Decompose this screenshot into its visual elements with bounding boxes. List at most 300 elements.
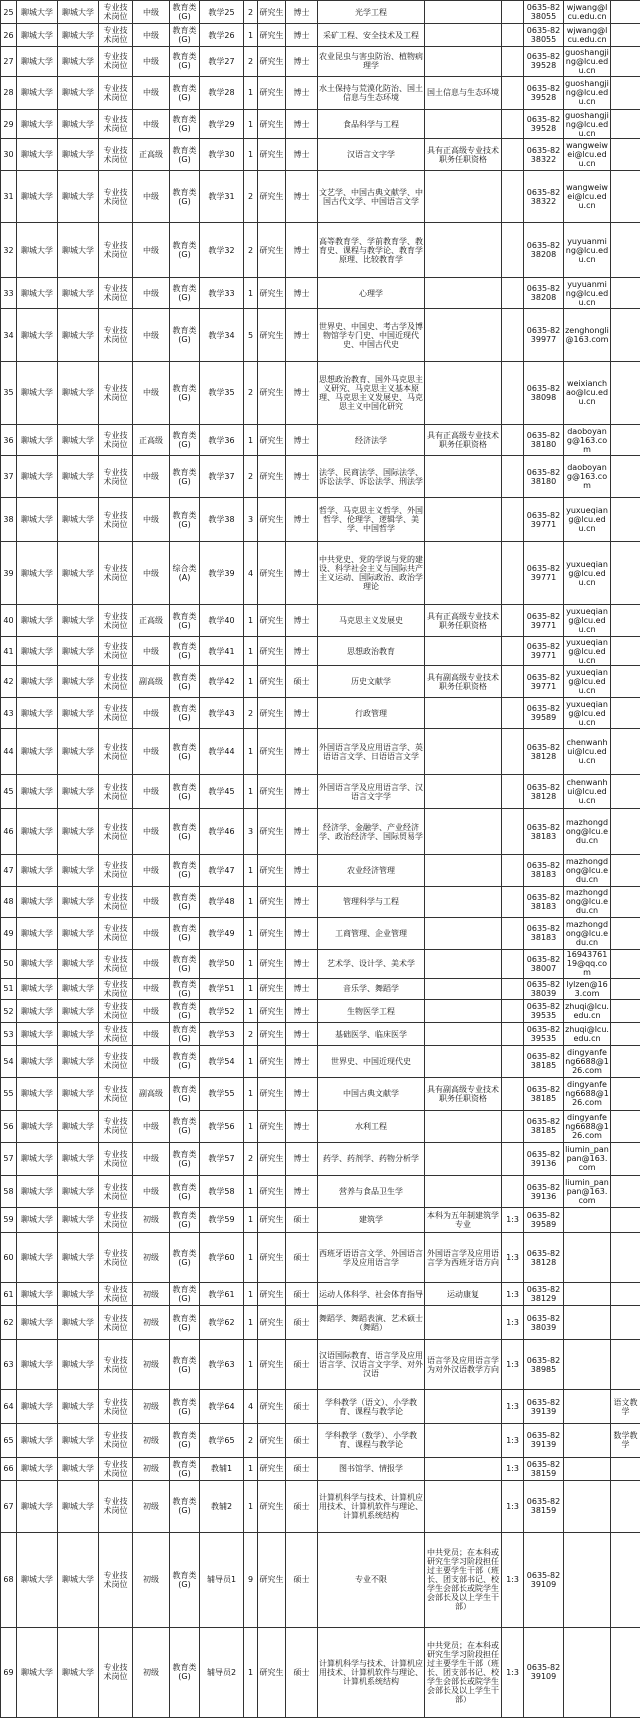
contact-phone: 0635-8238985 — [524, 1339, 564, 1389]
position-level: 中级 — [133, 1176, 170, 1207]
major-requirement: 马克思主义发展史 — [318, 605, 425, 636]
remark — [611, 605, 640, 636]
other-requirement: 外国语言学及应用语言学为西班牙语方向 — [425, 1232, 502, 1282]
degree: 硕士 — [286, 1306, 318, 1340]
major-requirement: 农业昆虫与害虫防治、植物病理学 — [318, 47, 425, 76]
row-number: 50 — [1, 949, 17, 978]
table-row — [1, 24, 640, 47]
contact-phone: 0635-8238128 — [524, 729, 564, 775]
education: 研究生 — [258, 1390, 286, 1424]
unit-name: 聊城大学 — [17, 1023, 58, 1046]
department-name: 聊城大学 — [58, 1480, 99, 1532]
remark — [611, 1207, 640, 1232]
exam-ratio: 1:3 — [502, 1207, 524, 1232]
major-requirement: 思想政治教育 — [318, 636, 425, 665]
position-level: 中级 — [133, 361, 170, 424]
exam-ratio — [502, 1176, 524, 1207]
position-type: 专业技术岗位 — [99, 1077, 133, 1111]
department-name: 聊城大学 — [58, 24, 99, 47]
post-name: 教学26 — [200, 24, 244, 47]
contact-email: chenwanhui@lcu.edu.cn — [564, 729, 611, 775]
education: 研究生 — [258, 1, 286, 24]
position-level: 中级 — [133, 309, 170, 361]
unit-name: 聊城大学 — [17, 1, 58, 24]
exam-ratio — [502, 278, 524, 309]
position-level: 中级 — [133, 809, 170, 855]
post-name: 辅导员2 — [200, 1627, 244, 1718]
position-category: 教育类(G) — [170, 24, 200, 47]
position-type: 专业技术岗位 — [99, 1533, 133, 1627]
department-name: 聊城大学 — [58, 636, 99, 665]
major-requirement: 管理科学与工程 — [318, 886, 425, 917]
other-requirement — [425, 542, 502, 605]
major-requirement: 中国古典文献学 — [318, 1077, 425, 1111]
hire-count: 1 — [244, 1339, 258, 1389]
other-requirement: 国土信息与生态环境 — [425, 76, 502, 110]
education: 研究生 — [258, 729, 286, 775]
position-type: 专业技术岗位 — [99, 1046, 133, 1077]
department-name: 聊城大学 — [58, 223, 99, 278]
major-requirement: 舞蹈学、舞蹈表演、艺术硕士（舞蹈） — [318, 1306, 425, 1340]
other-requirement — [425, 1390, 502, 1424]
table-row — [1, 949, 640, 978]
position-category: 教育类(G) — [170, 1457, 200, 1480]
contact-phone: 0635-8239771 — [524, 542, 564, 605]
row-number: 63 — [1, 1339, 17, 1389]
degree: 硕士 — [286, 1390, 318, 1424]
hire-count: 1 — [244, 1046, 258, 1077]
unit-name: 聊城大学 — [17, 1283, 58, 1306]
contact-phone: 0635-8238159 — [524, 1480, 564, 1532]
contact-phone: 0635-8238098 — [524, 361, 564, 424]
exam-ratio — [502, 979, 524, 1000]
degree: 博士 — [286, 24, 318, 47]
other-requirement — [425, 110, 502, 139]
position-category: 教育类(G) — [170, 1390, 200, 1424]
unit-name: 聊城大学 — [17, 697, 58, 728]
hire-count: 1 — [244, 110, 258, 139]
position-level: 中级 — [133, 223, 170, 278]
contact-email: mazhongdong@lcu.edu.cn — [564, 855, 611, 886]
exam-ratio: 1:3 — [502, 1306, 524, 1340]
position-level: 中级 — [133, 886, 170, 917]
hire-count: 1 — [244, 918, 258, 949]
position-type: 专业技术岗位 — [99, 47, 133, 76]
other-requirement: 中共党员；在本科或研究生学习阶段担任过主要学生干部（班长、团支部书记、校学生会部长或院学生会部长及以上学生干部） — [425, 1627, 502, 1718]
unit-name: 聊城大学 — [17, 1339, 58, 1389]
education: 研究生 — [258, 1423, 286, 1457]
table-row — [1, 1339, 640, 1389]
position-category: 教育类(G) — [170, 1283, 200, 1306]
unit-name: 聊城大学 — [17, 1306, 58, 1340]
exam-ratio — [502, 309, 524, 361]
unit-name: 聊城大学 — [17, 1046, 58, 1077]
position-level: 中级 — [133, 542, 170, 605]
other-requirement — [425, 729, 502, 775]
position-type: 专业技术岗位 — [99, 666, 133, 697]
row-number: 62 — [1, 1306, 17, 1340]
hire-count: 1 — [244, 1176, 258, 1207]
education: 研究生 — [258, 1232, 286, 1282]
major-requirement: 思想政治教育、国外马克思主义研究、马克思主义基本原理、马克思主义发展史、马克思主义中国化研究 — [318, 361, 425, 424]
major-requirement: 高等教育学、学前教育学、教育史、课程与教学论、教育学原理、比较教育学 — [318, 223, 425, 278]
position-type: 专业技术岗位 — [99, 1480, 133, 1532]
other-requirement: 运动康复 — [425, 1283, 502, 1306]
other-requirement — [425, 1142, 502, 1176]
contact-phone: 0635-8239535 — [524, 999, 564, 1022]
degree: 硕士 — [286, 1423, 318, 1457]
contact-phone: 0635-8239771 — [524, 666, 564, 697]
position-type: 专业技术岗位 — [99, 223, 133, 278]
remark — [611, 999, 640, 1022]
department-name: 聊城大学 — [58, 1457, 99, 1480]
department-name: 聊城大学 — [58, 1046, 99, 1077]
contact-phone: 0635-8238039 — [524, 1306, 564, 1340]
post-name: 教学56 — [200, 1111, 244, 1142]
position-type: 专业技术岗位 — [99, 170, 133, 222]
contact-phone: 0635-8239589 — [524, 1207, 564, 1232]
other-requirement — [425, 1306, 502, 1340]
position-type: 专业技术岗位 — [99, 1142, 133, 1176]
other-requirement — [425, 1023, 502, 1046]
other-requirement — [425, 1457, 502, 1480]
row-number: 54 — [1, 1046, 17, 1077]
post-name: 教学63 — [200, 1339, 244, 1389]
position-category: 综合类(A) — [170, 542, 200, 605]
department-name: 聊城大学 — [58, 1627, 99, 1718]
exam-ratio — [502, 1142, 524, 1176]
department-name: 聊城大学 — [58, 1023, 99, 1046]
position-level: 初级 — [133, 1283, 170, 1306]
hire-count: 2 — [244, 1023, 258, 1046]
other-requirement — [425, 979, 502, 1000]
contact-phone: 0635-8239771 — [524, 605, 564, 636]
major-requirement: 音乐学、舞蹈学 — [318, 979, 425, 1000]
degree: 博士 — [286, 979, 318, 1000]
education: 研究生 — [258, 1176, 286, 1207]
education: 研究生 — [258, 542, 286, 605]
position-level: 中级 — [133, 979, 170, 1000]
table-row — [1, 918, 640, 949]
position-type: 专业技术岗位 — [99, 361, 133, 424]
hire-count: 2 — [244, 47, 258, 76]
position-level: 正高级 — [133, 139, 170, 170]
exam-ratio — [502, 1111, 524, 1142]
contact-email: lylzen@163.com — [564, 979, 611, 1000]
unit-name: 聊城大学 — [17, 139, 58, 170]
hire-count: 1 — [244, 949, 258, 978]
position-type: 专业技术岗位 — [99, 1283, 133, 1306]
table-row — [1, 775, 640, 809]
position-type: 专业技术岗位 — [99, 775, 133, 809]
other-requirement: 具有副高级专业技术职务任职资格 — [425, 1077, 502, 1111]
table-row — [1, 605, 640, 636]
position-type: 专业技术岗位 — [99, 809, 133, 855]
unit-name: 聊城大学 — [17, 1423, 58, 1457]
remark — [611, 424, 640, 455]
education: 研究生 — [258, 886, 286, 917]
unit-name: 聊城大学 — [17, 542, 58, 605]
major-requirement: 建筑学 — [318, 1207, 425, 1232]
hire-count: 1 — [244, 1480, 258, 1532]
contact-email: dingyanfeng6688@126.com — [564, 1077, 611, 1111]
position-level: 中级 — [133, 24, 170, 47]
remark — [611, 855, 640, 886]
position-category: 教育类(G) — [170, 1207, 200, 1232]
remark — [611, 542, 640, 605]
unit-name: 聊城大学 — [17, 278, 58, 309]
position-category: 教育类(G) — [170, 424, 200, 455]
exam-ratio — [502, 999, 524, 1022]
contact-phone: 0635-8238322 — [524, 139, 564, 170]
other-requirement — [425, 309, 502, 361]
education: 研究生 — [258, 1627, 286, 1718]
post-name: 教学65 — [200, 1423, 244, 1457]
exam-ratio: 1:3 — [502, 1423, 524, 1457]
education: 研究生 — [258, 697, 286, 728]
unit-name: 聊城大学 — [17, 1457, 58, 1480]
exam-ratio — [502, 110, 524, 139]
position-category: 教育类(G) — [170, 1046, 200, 1077]
contact-phone: 0635-8239977 — [524, 309, 564, 361]
unit-name: 聊城大学 — [17, 855, 58, 886]
department-name: 聊城大学 — [58, 729, 99, 775]
degree: 博士 — [286, 918, 318, 949]
post-name: 教学52 — [200, 999, 244, 1022]
position-type: 专业技术岗位 — [99, 949, 133, 978]
remark — [611, 1306, 640, 1340]
post-name: 教学54 — [200, 1046, 244, 1077]
position-category: 教育类(G) — [170, 1232, 200, 1282]
row-number: 43 — [1, 697, 17, 728]
post-name: 教学49 — [200, 918, 244, 949]
other-requirement — [425, 636, 502, 665]
major-requirement: 生物医学工程 — [318, 999, 425, 1022]
major-requirement: 外国语言学及应用语言学、汉语言文字学 — [318, 775, 425, 809]
exam-ratio — [502, 170, 524, 222]
department-name: 聊城大学 — [58, 170, 99, 222]
hire-count: 1 — [244, 1232, 258, 1282]
contact-phone: 0635-8239109 — [524, 1533, 564, 1627]
degree: 博士 — [286, 1, 318, 24]
contact-email — [564, 1207, 611, 1232]
contact-email — [564, 1423, 611, 1457]
unit-name: 聊城大学 — [17, 170, 58, 222]
department-name: 聊城大学 — [58, 278, 99, 309]
education: 研究生 — [258, 979, 286, 1000]
exam-ratio: 1:3 — [502, 1232, 524, 1282]
degree: 博士 — [286, 110, 318, 139]
department-name: 聊城大学 — [58, 76, 99, 110]
degree: 博士 — [286, 949, 318, 978]
unit-name: 聊城大学 — [17, 456, 58, 498]
contact-phone: 0635-8238208 — [524, 223, 564, 278]
row-number: 65 — [1, 1423, 17, 1457]
major-requirement: 世界史、中国史、考古学及博物馆学专门史、中国近现代史、中国古代史 — [318, 309, 425, 361]
remark — [611, 170, 640, 222]
other-requirement — [425, 47, 502, 76]
row-number: 69 — [1, 1627, 17, 1718]
position-type: 专业技术岗位 — [99, 697, 133, 728]
position-level: 中级 — [133, 775, 170, 809]
unit-name: 聊城大学 — [17, 979, 58, 1000]
department-name: 聊城大学 — [58, 498, 99, 542]
major-requirement: 哲学、马克思主义哲学、外国哲学、伦理学、逻辑学、美学、中国哲学 — [318, 498, 425, 542]
hire-count: 2 — [244, 223, 258, 278]
table-row — [1, 1480, 640, 1532]
remark — [611, 139, 640, 170]
hire-count: 2 — [244, 456, 258, 498]
hire-count: 1 — [244, 775, 258, 809]
row-number: 37 — [1, 456, 17, 498]
other-requirement — [425, 1, 502, 24]
post-name: 教学61 — [200, 1283, 244, 1306]
unit-name: 聊城大学 — [17, 1111, 58, 1142]
degree: 博士 — [286, 309, 318, 361]
position-type: 专业技术岗位 — [99, 605, 133, 636]
row-number: 27 — [1, 47, 17, 76]
degree: 博士 — [286, 456, 318, 498]
exam-ratio: 1:3 — [502, 1533, 524, 1627]
contact-email: chenwanhui@lcu.edu.cn — [564, 775, 611, 809]
unit-name: 聊城大学 — [17, 1390, 58, 1424]
position-type: 专业技术岗位 — [99, 1207, 133, 1232]
major-requirement: 学科教学（语文）、小学教育、课程与教学论 — [318, 1390, 425, 1424]
education: 研究生 — [258, 999, 286, 1022]
post-name: 教学57 — [200, 1142, 244, 1176]
table-row — [1, 76, 640, 110]
post-name: 教学42 — [200, 666, 244, 697]
major-requirement: 食品科学与工程 — [318, 110, 425, 139]
post-name: 教学47 — [200, 855, 244, 886]
post-name: 教学62 — [200, 1306, 244, 1340]
major-requirement: 计算机科学与技术、计算机应用技术、计算机软件与理论、计算机系统结构 — [318, 1627, 425, 1718]
position-category: 教育类(G) — [170, 1339, 200, 1389]
other-requirement: 具有正高级专业技术职务任职资格 — [425, 605, 502, 636]
contact-email: yuxueqiang@lcu.edu.cn — [564, 666, 611, 697]
remark — [611, 636, 640, 665]
remark — [611, 697, 640, 728]
department-name: 聊城大学 — [58, 542, 99, 605]
table-row — [1, 979, 640, 1000]
position-level: 正高级 — [133, 424, 170, 455]
contact-phone: 0635-8238183 — [524, 886, 564, 917]
position-level: 中级 — [133, 855, 170, 886]
position-level: 初级 — [133, 1232, 170, 1282]
contact-email: wjwang@lcu.edu.cn — [564, 1, 611, 24]
major-requirement: 经济法学 — [318, 424, 425, 455]
other-requirement — [425, 697, 502, 728]
contact-email — [564, 1390, 611, 1424]
hire-count: 1 — [244, 729, 258, 775]
position-type: 专业技术岗位 — [99, 278, 133, 309]
major-requirement: 水土保持与荒漠化防治、国土信息与生态环境 — [318, 76, 425, 110]
unit-name: 聊城大学 — [17, 1480, 58, 1532]
contact-phone: 0635-8239528 — [524, 76, 564, 110]
degree: 博士 — [286, 1142, 318, 1176]
table-row — [1, 1232, 640, 1282]
other-requirement — [425, 886, 502, 917]
row-number: 61 — [1, 1283, 17, 1306]
major-requirement: 世界史、中国近现代史 — [318, 1046, 425, 1077]
row-number: 38 — [1, 498, 17, 542]
position-category: 教育类(G) — [170, 309, 200, 361]
contact-email: yuxueqiang@lcu.edu.cn — [564, 542, 611, 605]
hire-count: 1 — [244, 1306, 258, 1340]
row-number: 67 — [1, 1480, 17, 1532]
unit-name: 聊城大学 — [17, 636, 58, 665]
education: 研究生 — [258, 605, 286, 636]
position-category: 教育类(G) — [170, 605, 200, 636]
education: 研究生 — [258, 1207, 286, 1232]
department-name: 聊城大学 — [58, 1176, 99, 1207]
position-level: 中级 — [133, 999, 170, 1022]
department-name: 聊城大学 — [58, 1, 99, 24]
table-row — [1, 139, 640, 170]
position-level: 中级 — [133, 170, 170, 222]
other-requirement — [425, 999, 502, 1022]
degree: 博士 — [286, 605, 318, 636]
remark — [611, 1046, 640, 1077]
education: 研究生 — [258, 361, 286, 424]
department-name: 聊城大学 — [58, 775, 99, 809]
contact-email — [564, 1627, 611, 1718]
remark — [611, 775, 640, 809]
table-row — [1, 424, 640, 455]
hire-count: 1 — [244, 855, 258, 886]
row-number: 32 — [1, 223, 17, 278]
hire-count: 1 — [244, 76, 258, 110]
major-requirement: 外国语言学及应用语言学、英语语言文学、日语语言文学 — [318, 729, 425, 775]
major-requirement: 药学、药剂学、药物分析学 — [318, 1142, 425, 1176]
hire-count: 2 — [244, 361, 258, 424]
remark — [611, 76, 640, 110]
hire-count: 1 — [244, 278, 258, 309]
post-name: 教学53 — [200, 1023, 244, 1046]
contact-phone: 0635-8239528 — [524, 47, 564, 76]
post-name: 教学27 — [200, 47, 244, 76]
post-name: 教学46 — [200, 809, 244, 855]
table-row — [1, 1457, 640, 1480]
other-requirement: 本科为五年制建筑学专业 — [425, 1207, 502, 1232]
hire-count: 4 — [244, 542, 258, 605]
post-name: 教学51 — [200, 979, 244, 1000]
contact-email: yuxueqiang@lcu.edu.cn — [564, 636, 611, 665]
position-level: 中级 — [133, 47, 170, 76]
position-category: 教育类(G) — [170, 1, 200, 24]
hire-count: 1 — [244, 1077, 258, 1111]
contact-email: zenghongli@163.com — [564, 309, 611, 361]
degree: 博士 — [286, 636, 318, 665]
table-row — [1, 110, 640, 139]
education: 研究生 — [258, 809, 286, 855]
degree: 博士 — [286, 809, 318, 855]
degree: 博士 — [286, 1023, 318, 1046]
degree: 博士 — [286, 697, 318, 728]
exam-ratio — [502, 139, 524, 170]
position-level: 中级 — [133, 1111, 170, 1142]
table-row — [1, 361, 640, 424]
major-requirement: 汉语言文字学 — [318, 139, 425, 170]
education: 研究生 — [258, 309, 286, 361]
table-row — [1, 1176, 640, 1207]
unit-name: 聊城大学 — [17, 1077, 58, 1111]
education: 研究生 — [258, 1339, 286, 1389]
contact-phone: 0635-8239139 — [524, 1423, 564, 1457]
contact-email: yuxueqiang@lcu.edu.cn — [564, 605, 611, 636]
contact-email — [564, 1232, 611, 1282]
hire-count: 1 — [244, 1207, 258, 1232]
